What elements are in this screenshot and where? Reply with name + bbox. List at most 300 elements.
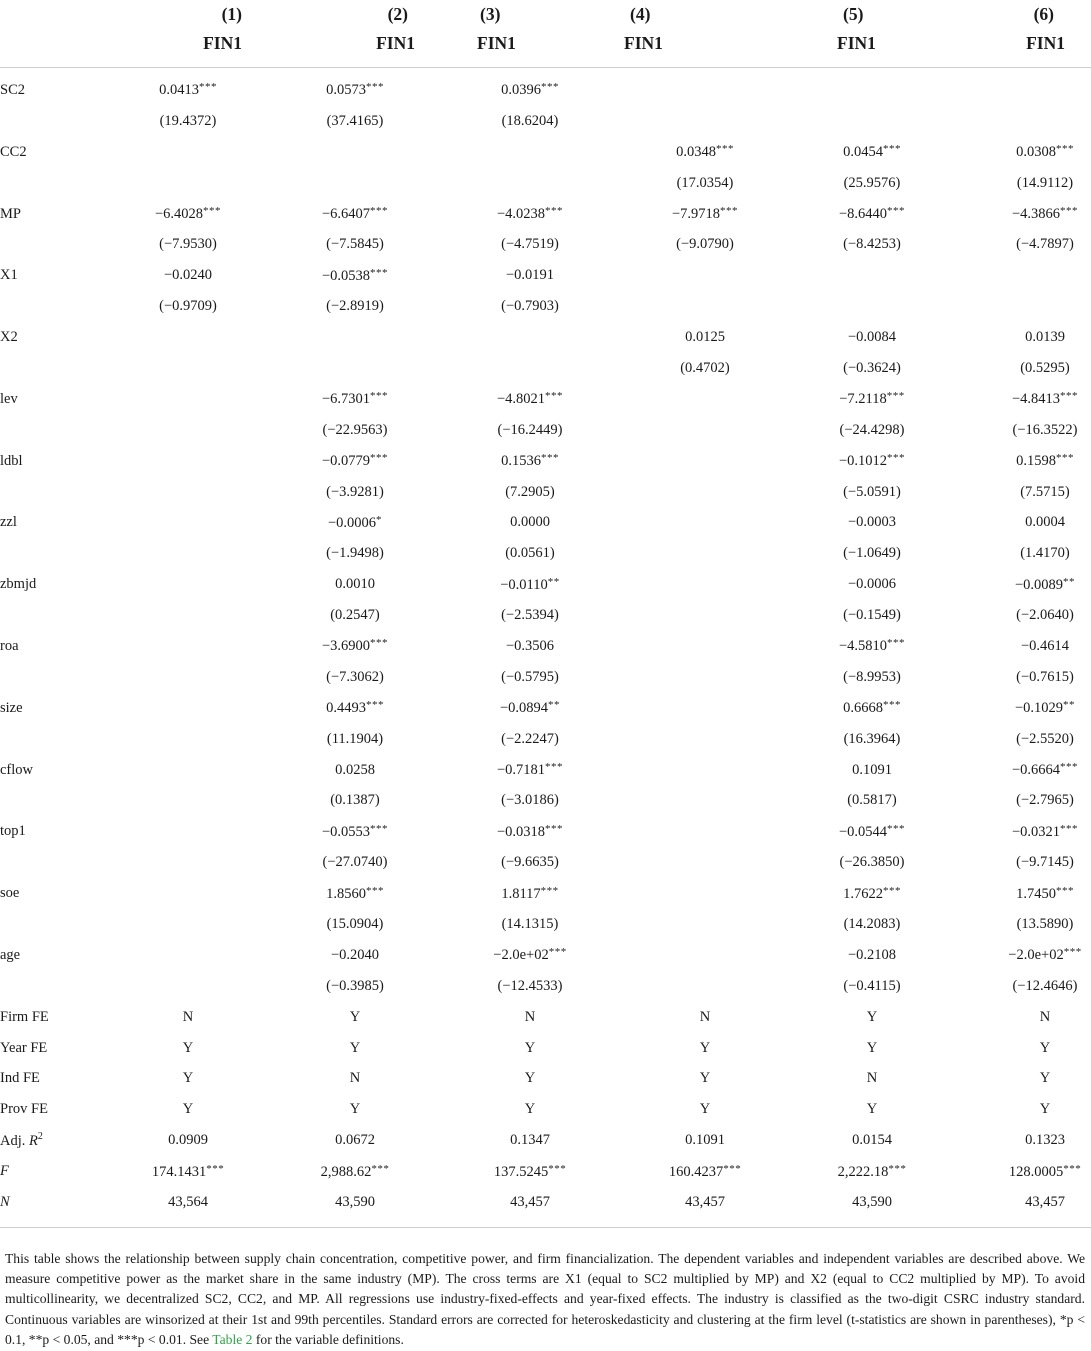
coefficient-cell (462, 878, 590, 909)
coefficient-cell (929, 384, 1091, 415)
coefficient-cell (462, 199, 590, 230)
row-label: MP (0, 205, 21, 222)
coefficient-value: −4.8413 (1011, 391, 1061, 408)
row-label-blank (0, 909, 135, 940)
row-label-blank (0, 600, 135, 631)
coefficient-value: 0.0413 (159, 82, 199, 99)
observations-row (0, 1187, 1091, 1218)
header-row-column-numbers (0, 0, 1091, 29)
t-stat-cell: (17.0354) (676, 174, 734, 191)
significance-stars: *** (1055, 452, 1074, 465)
t-stat-cell (590, 106, 764, 137)
coefficient-cell (242, 137, 462, 168)
f-stat-row (0, 1156, 1091, 1187)
row-label: CC2 (0, 143, 27, 160)
t-stat-cell (135, 724, 242, 755)
t-stat-cell: (−9.7145) (1016, 854, 1074, 871)
significance-stars: *** (548, 946, 567, 959)
t-stat-row (0, 229, 1091, 260)
coefficient-cell (135, 260, 242, 291)
t-stat-cell: (−0.9709) (159, 298, 217, 315)
fixed-effect-flag: Y (1039, 1039, 1051, 1056)
coefficient-value: −4.5810 (838, 638, 888, 655)
coefficient-cell (590, 384, 764, 415)
row-label-blank (0, 415, 135, 446)
coefficient-cell (462, 384, 590, 415)
t-stat-row (0, 353, 1091, 384)
coefficient-value: −0.0110 (500, 576, 548, 593)
t-stat-cell: (−2.2247) (501, 730, 559, 747)
t-stat-cell (590, 600, 764, 631)
significance-stars: *** (886, 390, 905, 403)
t-stat-cell: (−0.3985) (326, 977, 384, 994)
table-footnote (5, 1249, 1085, 1351)
t-stat-cell: (7.5715) (1020, 483, 1070, 500)
f-stat-value (764, 1156, 929, 1187)
significance-stars: *** (365, 884, 384, 897)
fixed-effect-flag: N (524, 1008, 536, 1025)
fixed-effect-flag: Y (866, 1008, 878, 1025)
t-stat-cell: (25.9576) (843, 174, 901, 191)
t-stat-cell: (0.4702) (680, 359, 730, 376)
fixed-effects-row (0, 1002, 1091, 1033)
coefficient-cell (462, 693, 590, 724)
coefficient-value: −4.0238 (496, 206, 546, 222)
t-stat-cell: (1.4170) (1020, 545, 1070, 562)
coefficient-cell (242, 693, 462, 724)
coefficient-cell (764, 878, 929, 909)
significance-stars: *** (545, 205, 564, 217)
coefficient-cell (590, 322, 764, 353)
t-stat-cell: (−0.3624) (843, 359, 901, 376)
coefficient-cell (135, 755, 242, 786)
t-stat-cell (135, 600, 242, 631)
coefficient-cell (764, 137, 929, 168)
fixed-effect-flag: N (866, 1070, 878, 1087)
t-stat-cell: (0.0561) (505, 545, 555, 562)
significance-stars: *** (371, 1162, 390, 1175)
coefficient-row (0, 322, 1091, 353)
coefficient-value: 1.7622 (843, 885, 883, 902)
row-label-blank (0, 477, 135, 508)
coefficient-row (0, 569, 1091, 600)
f-stat-value (590, 1156, 764, 1187)
fixed-effect-flag: Y (182, 1070, 194, 1087)
dependent-variable-label: FIN1 (376, 33, 415, 53)
f-value: 137.5245 (493, 1163, 549, 1180)
row-label-blank (0, 785, 135, 816)
row-label: age (0, 946, 21, 963)
coefficient-cell (764, 693, 929, 724)
t-stat-cell: (−27.0740) (322, 854, 388, 871)
coefficient-row (0, 878, 1091, 909)
observations-label: N (0, 1194, 10, 1210)
fixed-effect-flag: N (349, 1070, 361, 1087)
coefficient-cell (242, 75, 462, 106)
coefficient-cell (462, 940, 590, 971)
t-stat-row (0, 291, 1091, 322)
coefficient-value: −0.0779 (321, 453, 371, 470)
coefficient-value: −0.0089 (1014, 576, 1064, 593)
f-value: 128.0005 (1008, 1163, 1064, 1180)
t-stat-cell: (−16.2449) (497, 421, 563, 438)
t-stat-cell: (−12.4646) (1012, 977, 1078, 994)
coefficient-row (0, 446, 1091, 477)
t-stat-row (0, 168, 1091, 199)
t-stat-cell: (−4.7897) (1016, 236, 1074, 253)
t-stat-cell (462, 168, 590, 199)
significance-stars: *** (720, 205, 739, 217)
t-stat-cell (590, 415, 764, 446)
significance-stars: *** (206, 1162, 225, 1175)
significance-stars: ** (1063, 699, 1076, 712)
significance-stars: *** (1060, 822, 1079, 835)
row-label-blank (0, 229, 135, 260)
coefficient-cell (764, 507, 929, 538)
fixed-effect-flag: Y (1039, 1101, 1051, 1118)
adj-r2-prefix: Adj. (0, 1133, 29, 1150)
coefficient-cell (929, 878, 1091, 909)
t-stat-cell: (16.3964) (843, 730, 901, 747)
row-label: ldbl (0, 452, 23, 469)
t-stat-cell: (−5.0591) (843, 483, 901, 500)
t-stat-cell (135, 477, 242, 508)
t-stat-cell: (−2.7965) (1016, 792, 1074, 809)
row-label-blank (0, 724, 135, 755)
coefficient-cell (462, 75, 590, 106)
t-stat-cell (929, 291, 1091, 322)
significance-stars: *** (370, 637, 389, 650)
observations-value: 43,590 (852, 1194, 892, 1210)
table-bottom-rule (0, 1227, 1091, 1228)
adj-r2-var: R (29, 1133, 38, 1150)
coefficient-cell (929, 137, 1091, 168)
significance-stars: *** (882, 699, 901, 712)
coefficient-value: −2.0e+02 (493, 947, 549, 964)
coefficient-row (0, 384, 1091, 415)
row-label: Firm FE (0, 1008, 49, 1025)
coefficient-value: −2.0e+02 (1008, 947, 1064, 964)
coefficient-value: −0.7181 (496, 762, 546, 779)
significance-stars: *** (370, 266, 389, 279)
coefficient-cell (590, 260, 764, 291)
coefficient-value: −3.6900 (321, 638, 371, 655)
t-stat-cell (764, 291, 929, 322)
significance-stars: *** (365, 81, 384, 94)
t-stat-cell: (−0.5795) (501, 668, 559, 685)
f-stat-value (929, 1156, 1091, 1187)
row-label-blank (0, 106, 135, 137)
column-number: (2) (387, 4, 408, 24)
dependent-variable-label: FIN1 (203, 33, 242, 53)
row-label-blank (0, 662, 135, 693)
adj-r2-row (0, 1125, 1091, 1156)
adj-r2-label (0, 1125, 135, 1156)
t-stat-row (0, 847, 1091, 878)
coefficient-cell (242, 199, 462, 230)
coefficient-cell (764, 631, 929, 662)
coefficient-cell (590, 693, 764, 724)
t-stat-cell: (15.0904) (326, 915, 384, 932)
fixed-effects-row (0, 1064, 1091, 1095)
row-label-blank (0, 971, 135, 1002)
coefficient-row (0, 755, 1091, 786)
coefficient-cell (590, 507, 764, 538)
t-stat-cell (590, 662, 764, 693)
significance-stars: *** (1063, 1162, 1082, 1175)
t-stat-cell (135, 415, 242, 446)
coefficient-cell (590, 137, 764, 168)
observations-value: 43,457 (510, 1194, 550, 1210)
coefficient-value: −0.0006 (847, 576, 897, 593)
significance-stars: *** (370, 822, 389, 835)
t-stat-cell: (13.5890) (1016, 915, 1074, 932)
row-label: soe (0, 885, 20, 902)
coefficient-value: −7.2118 (839, 391, 887, 408)
coefficient-value: −0.2108 (847, 946, 897, 963)
coefficient-value: −0.0084 (847, 329, 897, 346)
fixed-effect-flag: N (1039, 1008, 1051, 1025)
coefficient-cell (590, 940, 764, 971)
t-stat-cell: (−26.3850) (839, 854, 905, 871)
header-row-dependent-variable (0, 29, 1091, 60)
fixed-effect-flag: Y (182, 1101, 194, 1118)
t-stat-cell: (37.4165) (326, 112, 384, 129)
row-label: roa (0, 637, 19, 654)
coefficient-cell (764, 322, 929, 353)
t-stat-cell: (−22.9563) (322, 421, 388, 438)
coefficient-cell (242, 631, 462, 662)
fixed-effect-flag: Y (524, 1101, 536, 1118)
t-stat-cell: (0.5295) (1020, 359, 1070, 376)
table-body (0, 75, 1091, 1218)
column-number: (4) (630, 4, 651, 24)
fixed-effects-row (0, 1033, 1091, 1064)
coefficient-cell (462, 755, 590, 786)
coefficient-cell (135, 75, 242, 106)
significance-stars: *** (887, 452, 906, 465)
t-stat-cell: (14.9112) (1016, 174, 1074, 191)
coefficient-cell (764, 940, 929, 971)
coefficient-value: −0.0321 (1011, 823, 1061, 840)
f-stat-label: F (0, 1163, 9, 1180)
column-number: (1) (221, 4, 242, 24)
t-stat-cell (242, 168, 462, 199)
significance-stars: *** (882, 143, 901, 156)
t-stat-cell: (0.2547) (330, 607, 380, 624)
coefficient-cell (929, 940, 1091, 971)
row-label-blank (0, 353, 135, 384)
coefficient-cell (242, 446, 462, 477)
t-stat-cell (590, 291, 764, 322)
t-stat-row (0, 785, 1091, 816)
t-stat-cell (590, 847, 764, 878)
coefficient-cell (929, 507, 1091, 538)
column-number: (3) (480, 4, 501, 24)
t-stat-cell (590, 909, 764, 940)
adj-r2-value: 0.0909 (168, 1132, 208, 1149)
coefficient-value: −0.0318 (496, 823, 546, 840)
coefficient-cell (929, 446, 1091, 477)
row-label: zbmjd (0, 576, 37, 593)
coefficient-cell (764, 75, 929, 106)
coefficient-value: −0.0003 (847, 514, 897, 531)
dependent-variable-label: FIN1 (477, 33, 516, 53)
f-stat-value (135, 1156, 242, 1187)
f-stat-value (242, 1156, 462, 1187)
adj-r2-value: 0.1323 (1025, 1132, 1065, 1149)
coefficient-row (0, 75, 1091, 106)
significance-stars: *** (887, 822, 906, 835)
coefficient-cell (242, 878, 462, 909)
coefficient-cell (242, 816, 462, 847)
dependent-variable-label: FIN1 (837, 33, 876, 53)
t-stat-row (0, 662, 1091, 693)
row-label: Prov FE (0, 1101, 48, 1118)
fixed-effect-flag: Y (524, 1070, 536, 1087)
significance-stars: *** (1060, 390, 1079, 403)
coefficient-value: −0.3506 (505, 637, 555, 654)
coefficient-value: 0.0454 (843, 144, 883, 161)
t-stat-cell: (14.2083) (843, 915, 901, 932)
adj-r2-value: 0.0672 (335, 1132, 375, 1149)
t-stat-cell: (−24.4298) (839, 421, 905, 438)
fixed-effect-flag: Y (866, 1101, 878, 1118)
t-stat-cell (135, 971, 242, 1002)
significance-stars: *** (540, 884, 559, 897)
significance-stars: *** (882, 884, 901, 897)
coefficient-value: −0.0538 (321, 267, 371, 284)
coefficient-cell (462, 631, 590, 662)
coefficient-value: 0.4493 (326, 700, 366, 717)
t-stat-row (0, 477, 1091, 508)
coefficient-value: 1.8117 (501, 885, 541, 902)
t-stat-cell: (−16.3522) (1012, 421, 1078, 438)
header-rule (0, 60, 1091, 68)
fixed-effect-flag: Y (349, 1008, 361, 1025)
fixed-effect-flag: Y (349, 1101, 361, 1118)
t-stat-row (0, 538, 1091, 569)
coefficient-cell (929, 322, 1091, 353)
coefficient-value: 0.0010 (335, 576, 375, 593)
coefficient-value: 0.0000 (510, 514, 550, 531)
t-stat-cell: (14.1315) (501, 915, 559, 932)
fixed-effect-flag: Y (349, 1039, 361, 1056)
t-stat-cell: (−9.6635) (501, 854, 559, 871)
coefficient-cell (462, 446, 590, 477)
coefficient-cell (929, 631, 1091, 662)
f-value: 174.1431 (151, 1163, 207, 1180)
t-stat-cell (135, 909, 242, 940)
t-stat-cell: (−7.3062) (326, 668, 384, 685)
t-stat-cell (135, 353, 242, 384)
column-number: (5) (843, 4, 864, 24)
coefficient-value: 0.6668 (843, 700, 883, 717)
row-label: X1 (0, 267, 18, 284)
row-label-blank (0, 847, 135, 878)
t-stat-cell: (11.1904) (326, 730, 384, 747)
observations-value: 43,457 (1025, 1194, 1065, 1210)
coefficient-cell (764, 816, 929, 847)
coefficient-cell (135, 940, 242, 971)
coefficient-cell (764, 384, 929, 415)
t-stat-cell: (7.2905) (505, 483, 555, 500)
coefficient-cell (590, 816, 764, 847)
table-2-link[interactable]: Table 2 (212, 1332, 253, 1348)
significance-stars: *** (370, 452, 389, 465)
table-header (0, 0, 1091, 75)
t-stat-cell: (0.5817) (847, 792, 897, 809)
coefficient-cell (135, 446, 242, 477)
coefficient-cell (242, 755, 462, 786)
coefficient-cell (590, 199, 764, 230)
t-stat-cell: (−0.7615) (1016, 668, 1074, 685)
coefficient-value: −0.2040 (330, 946, 380, 963)
coefficient-value: −0.0240 (163, 267, 213, 284)
row-label-blank (0, 291, 135, 322)
t-stat-cell (590, 538, 764, 569)
coefficient-value: 0.1091 (852, 761, 892, 778)
significance-stars: *** (1055, 143, 1074, 156)
t-stat-cell (590, 724, 764, 755)
coefficient-value: −6.4028 (154, 206, 204, 222)
coefficient-value: −4.3866 (1011, 206, 1061, 222)
coefficient-cell (590, 75, 764, 106)
coefficient-row (0, 940, 1091, 971)
f-value: 2,222.18 (837, 1163, 889, 1180)
coefficient-cell (135, 816, 242, 847)
header-blank-cell (0, 0, 135, 29)
coefficient-cell (929, 260, 1091, 291)
t-stat-cell: (−2.0640) (1016, 607, 1074, 624)
coefficient-cell (462, 816, 590, 847)
coefficient-cell (929, 693, 1091, 724)
coefficient-cell (764, 260, 929, 291)
fixed-effect-flag: N (182, 1008, 194, 1025)
coefficient-value: −4.8021 (496, 391, 546, 408)
significance-stars: *** (545, 761, 564, 774)
t-stat-row (0, 415, 1091, 446)
t-stat-cell (135, 168, 242, 199)
significance-stars: *** (715, 143, 734, 156)
header-blank-cell (0, 29, 135, 60)
coefficient-value: 0.0004 (1025, 514, 1065, 531)
t-stat-cell: (−2.8919) (326, 298, 384, 315)
fixed-effect-flag: Y (699, 1070, 711, 1087)
coefficient-cell (590, 755, 764, 786)
coefficient-cell (929, 755, 1091, 786)
t-stat-cell: (−3.9281) (326, 483, 384, 500)
t-stat-cell: (−2.5520) (1016, 730, 1074, 747)
coefficient-cell (135, 199, 242, 230)
significance-stars: *** (887, 637, 906, 650)
fixed-effect-flag: N (699, 1008, 711, 1025)
t-stat-cell (242, 353, 462, 384)
coefficient-value: 1.7450 (1016, 885, 1056, 902)
t-stat-cell (135, 538, 242, 569)
column-number: (6) (1033, 4, 1054, 24)
coefficient-value: −6.7301 (321, 391, 371, 408)
significance-stars: *** (370, 205, 389, 217)
significance-stars: *** (888, 1162, 907, 1175)
adj-r2-value: 0.0154 (852, 1132, 892, 1149)
t-stat-cell (590, 785, 764, 816)
t-stat-cell (135, 847, 242, 878)
coefficient-cell (462, 137, 590, 168)
significance-stars: *** (545, 822, 564, 835)
coefficient-row (0, 693, 1091, 724)
t-stat-cell: (−0.1549) (843, 607, 901, 624)
